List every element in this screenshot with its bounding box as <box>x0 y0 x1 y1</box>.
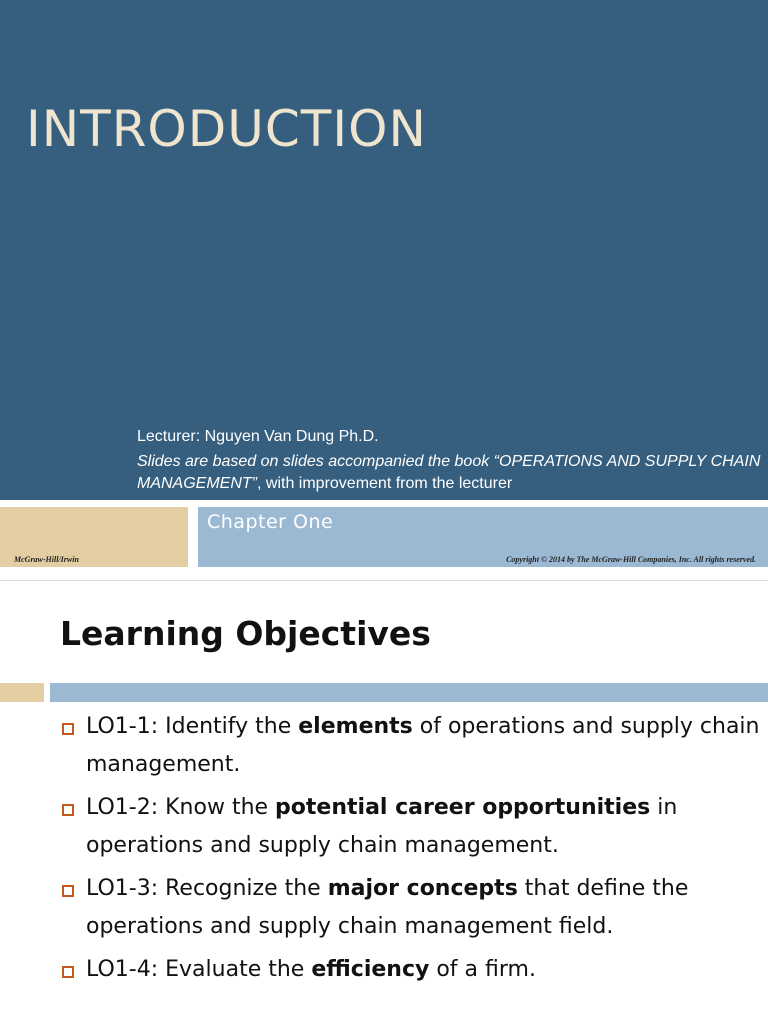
objective-text: of a firm. <box>429 957 536 982</box>
tan-band-small <box>0 683 44 702</box>
objective-keyword: major concepts <box>327 876 518 901</box>
objective-text: in operations and supply chain management. <box>86 795 678 858</box>
objective-item <box>60 951 760 989</box>
objective-keyword: efficiency <box>311 957 430 982</box>
objective-item <box>60 789 760 865</box>
blue-band-wide <box>50 683 768 702</box>
objective-keyword: potential career opportunities <box>275 795 651 820</box>
hollow-square-bullet-icon <box>62 804 74 816</box>
publisher-label: McGraw-Hill/Irwin <box>14 555 79 564</box>
objectives-title: Learning Objectives <box>60 614 431 653</box>
objective-text: LO1-1: Identify the <box>86 714 299 739</box>
copyright-label: Copyright © 2014 by The McGraw-Hill Companies, Inc. All rights reserved. <box>506 555 756 564</box>
source-note-italic: Slides are based on slides accompanied the book “OPERATIONS AND SUPPLY CHAIN MANAGEMENT” <box>137 453 761 492</box>
source-note <box>137 451 762 495</box>
objective-text: LO1-2: Know the <box>86 795 276 820</box>
chapter-label: Chapter One <box>207 511 334 533</box>
slide-divider <box>0 580 768 581</box>
objective-item <box>60 708 760 784</box>
hollow-square-bullet-icon <box>62 966 74 978</box>
source-note-rest: , with improvement from the lecturer <box>257 475 513 492</box>
objective-text: LO1-4: Evaluate the <box>86 957 312 982</box>
lecturer-line: Lecturer: Nguyen Van Dung Ph.D. <box>137 428 379 445</box>
objective-keyword: elements <box>298 714 413 739</box>
slide-title: INTRODUCTION <box>26 100 427 158</box>
hollow-square-bullet-icon <box>62 885 74 897</box>
title-panel <box>0 0 768 500</box>
objectives-list <box>60 708 760 994</box>
objective-text: of operations and supply chain management. <box>86 714 760 777</box>
objective-text: that define the operations and supply chain management field. <box>86 876 689 939</box>
objective-text: LO1-3: Recognize the <box>86 876 328 901</box>
hollow-square-bullet-icon <box>62 723 74 735</box>
objective-item <box>60 870 760 946</box>
